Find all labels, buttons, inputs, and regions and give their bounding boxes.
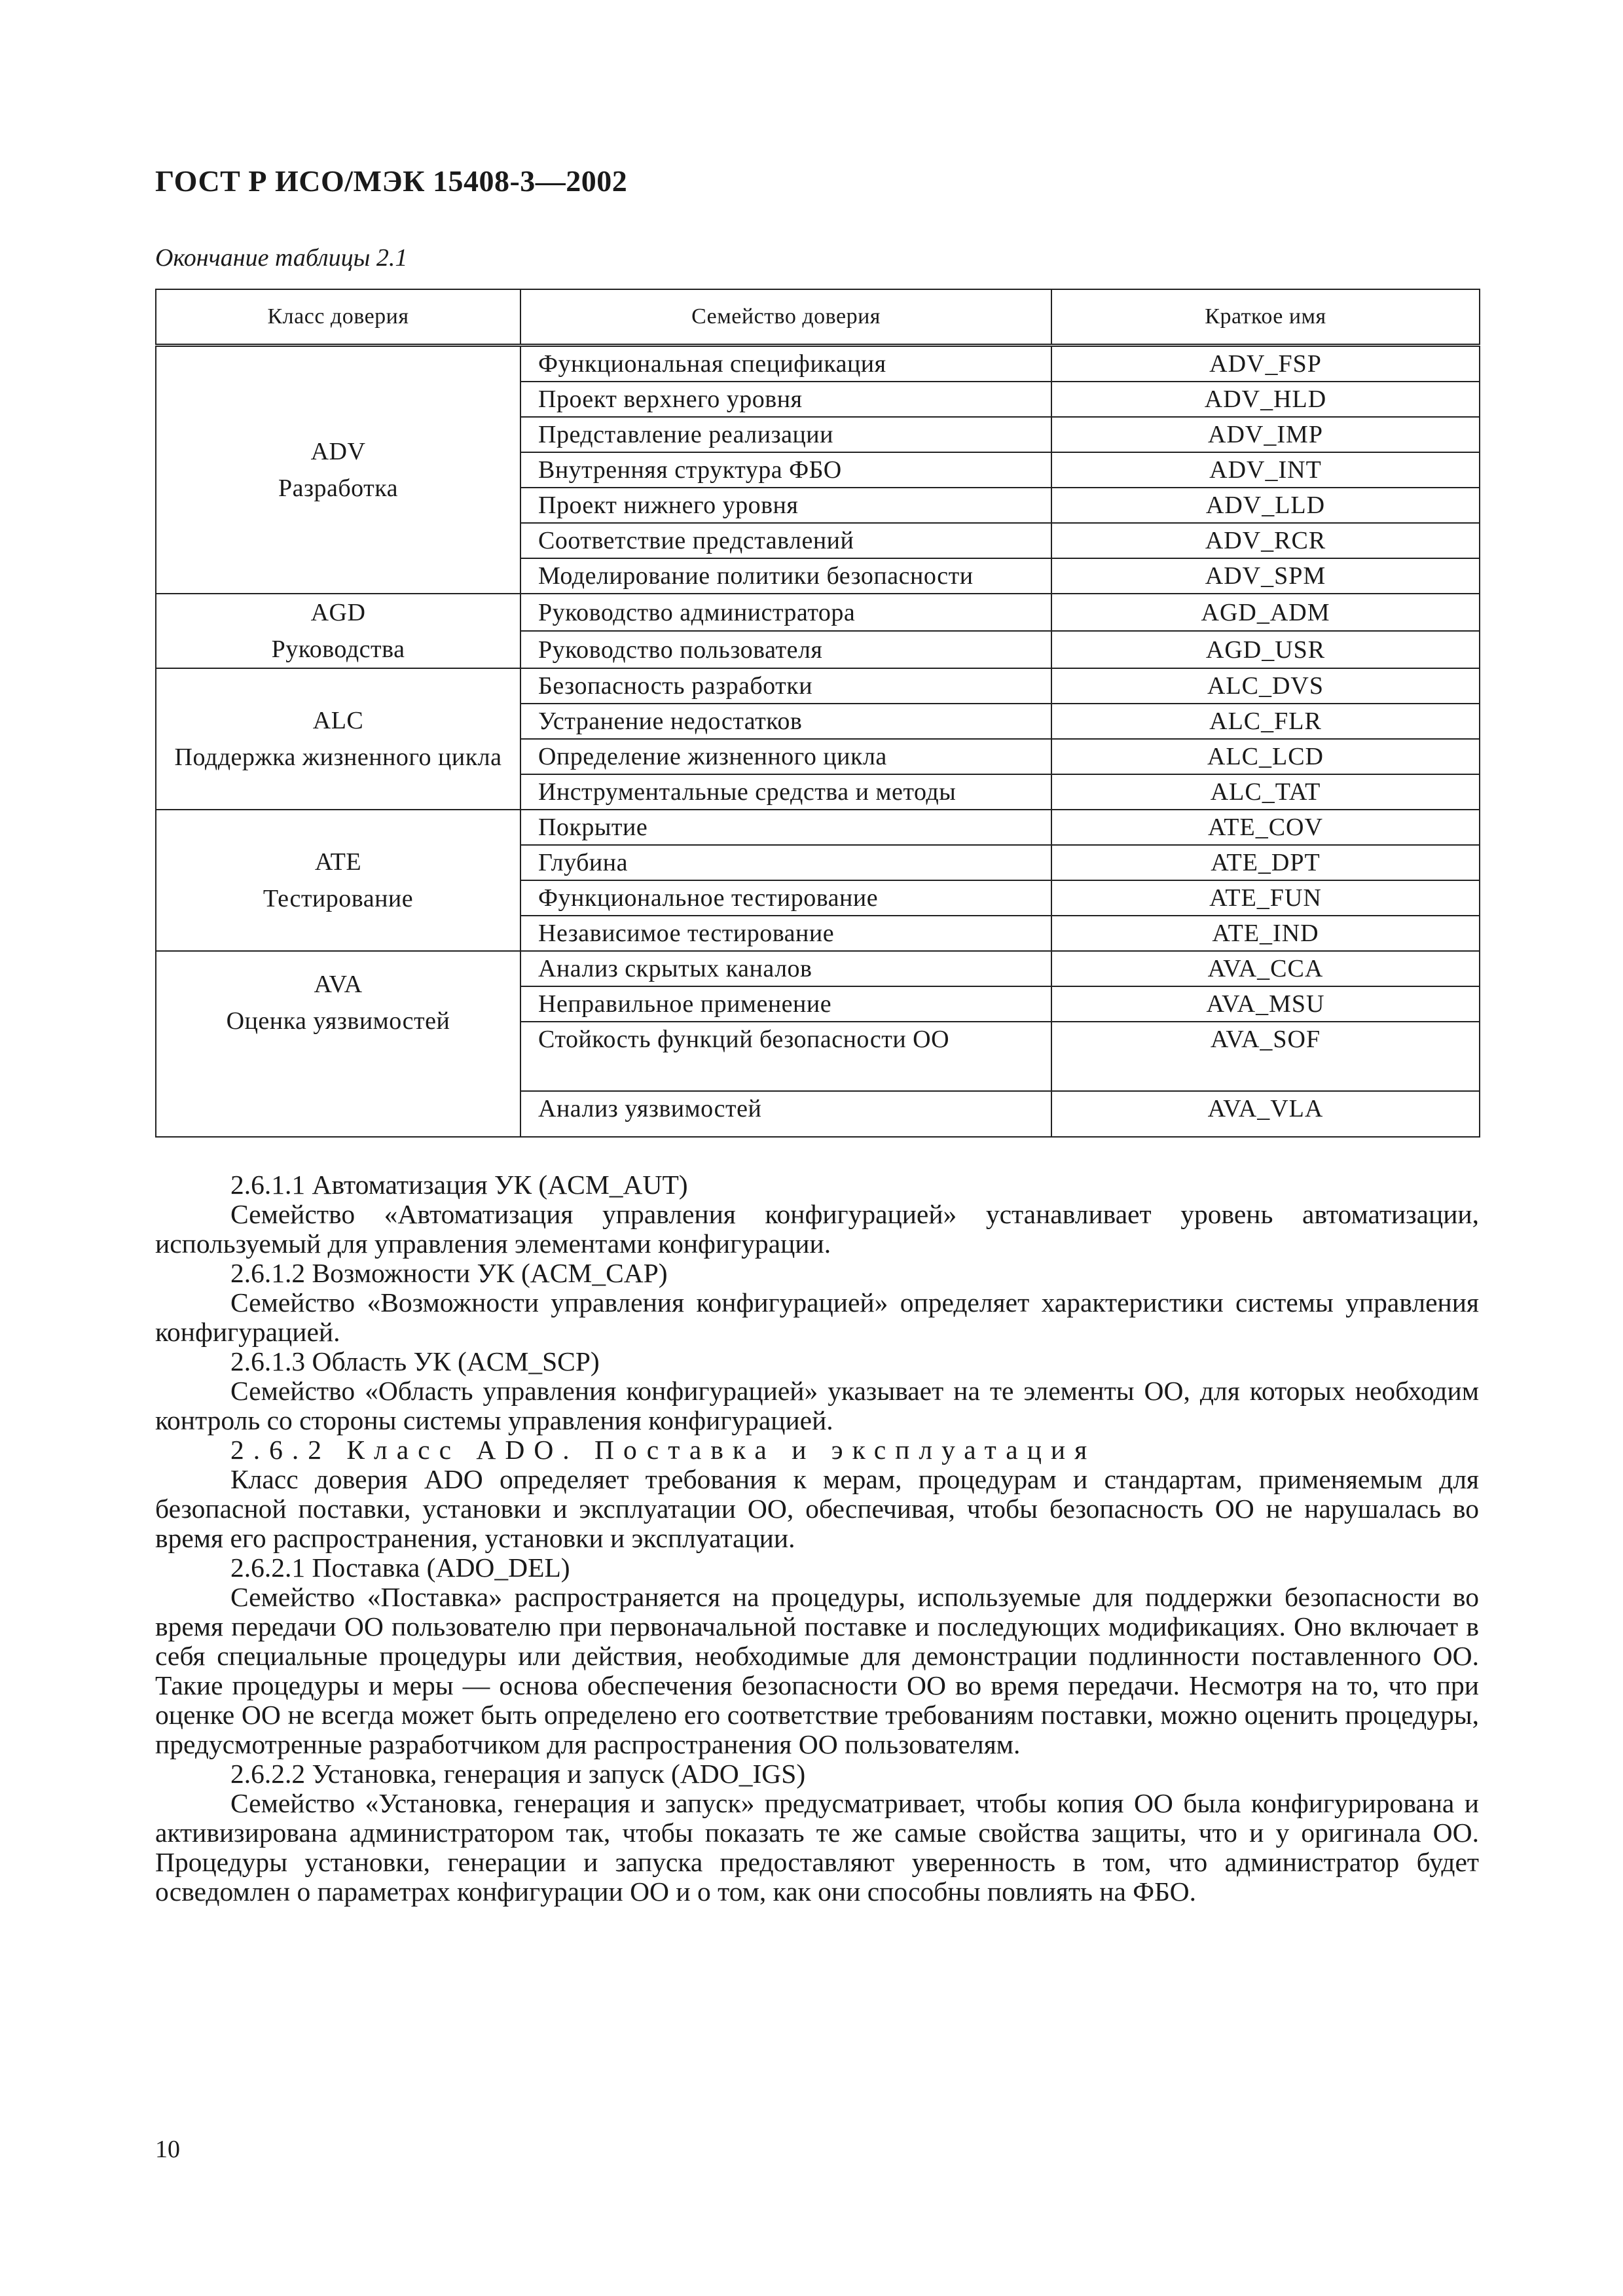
section-heading-2-6-1-2: 2.6.1.2 Возможности УК (ACM_CAP)	[230, 1258, 668, 1288]
class-code: AGD	[310, 599, 366, 626]
column-header-family: Семейство доверия	[520, 289, 1051, 346]
short-name-cell: ADV_IMP	[1051, 417, 1480, 452]
class-code: AVA	[314, 971, 363, 998]
family-cell: Проект нижнего уровня	[520, 488, 1051, 523]
section-heading-2-6-2: 2.6.2 Класс ADO. Поставка и эксплуатация	[230, 1435, 1097, 1465]
family-cell: Функциональное тестирование	[520, 880, 1051, 916]
short-name-cell: AVA_MSU	[1051, 986, 1480, 1022]
class-name: Разработка	[278, 475, 399, 502]
table-row	[156, 810, 1480, 845]
short-name-cell: ADV_SPM	[1051, 558, 1480, 594]
family-cell: Руководство пользователя	[520, 631, 1051, 668]
table-caption: Окончание таблицы 2.1	[155, 244, 408, 272]
page-number: 10	[155, 2136, 180, 2163]
short-name-cell: ALC_DVS	[1051, 668, 1480, 704]
column-header-class: Класс доверия	[156, 289, 520, 346]
family-cell: Неправильное применение	[520, 986, 1051, 1022]
family-cell: Анализ уязвимостей	[520, 1091, 1051, 1137]
table-row	[156, 346, 1480, 382]
family-cell: Моделирование политики безопасности	[520, 558, 1051, 594]
family-cell: Внутренняя структура ФБО	[520, 452, 1051, 488]
family-cell: Определение жизненного цикла	[520, 739, 1051, 774]
short-name-cell: ADV_RCR	[1051, 523, 1480, 558]
paragraph-2-6-1-3: Семейство «Область управления конфигурацией» указывает на те элементы ОО, для которых необходим контроль со стороны системы управления конфигурацией.	[155, 1376, 1479, 1435]
paragraph-2-6-1-2: Семейство «Возможности управления конфигурацией» определяет характеристики системы управления конфигурацией.	[155, 1287, 1479, 1347]
family-cell: Проект верхнего уровня	[520, 382, 1051, 417]
assurance-table	[155, 289, 1480, 1138]
short-name-cell: AGD_ADM	[1051, 594, 1480, 631]
short-name-cell: ADV_LLD	[1051, 488, 1480, 523]
family-cell: Руководство администратора	[520, 594, 1051, 631]
paragraph-2-6-2-1: Семейство «Поставка» распространяется на процедуры, используемые для поддержки безопасности во время передачи ОО пользователю при первоначальной поставке и последующих модификациях. Оно включает в себя специальные процедуры или действия, необходимые для демонстрации подлинности поставленного ОО. Такие процедуры и меры — основа обеспечения безопасности ОО во время передачи. Несмотря на то, что при оценке ОО не всегда может быть определено его соответствие требованиям поставки, можно оценить процедуры, предусмотренные разработчиком для распространения ОО пользователям.	[155, 1582, 1479, 1759]
short-name-cell: ATE_IND	[1051, 916, 1480, 951]
short-name-cell: ATE_COV	[1051, 810, 1480, 845]
class-cell-adv	[156, 346, 520, 594]
family-cell: Анализ скрытых каналов	[520, 951, 1051, 986]
class-name: Оценка уязвимостей	[226, 1007, 450, 1035]
column-header-short-name: Краткое имя	[1051, 289, 1480, 346]
class-code: ALC	[312, 707, 364, 734]
paragraph-2-6-2: Класс доверия ADO определяет требования к мерам, процедурам и стандартам, применяемым для безопасной поставки, установки и эксплуатации ОО, обеспечивая, чтобы безопасность ОО не нарушалась во время его распространения, установки и эксплуатации.	[155, 1464, 1479, 1553]
class-name: Поддержка жизненного цикла	[174, 744, 502, 771]
section-heading-2-6-2-1: 2.6.2.1 Поставка (ADO_DEL)	[230, 1552, 570, 1583]
short-name-cell: AGD_USR	[1051, 631, 1480, 668]
table-row	[156, 951, 1480, 986]
family-cell: Стойкость функций безопасности ОО	[520, 1022, 1051, 1091]
short-name-cell: ADV_FSP	[1051, 346, 1480, 382]
class-code: ADV	[310, 438, 366, 465]
body-text	[155, 1170, 1479, 1907]
family-cell: Устранение недостатков	[520, 704, 1051, 739]
short-name-cell: AVA_CCA	[1051, 951, 1480, 986]
family-cell: Безопасность разработки	[520, 668, 1051, 704]
short-name-cell: AVA_VLA	[1051, 1091, 1480, 1137]
paragraph-2-6-2-2: Семейство «Установка, генерация и запуск» предусматривает, чтобы копия ОО была конфигурирована и активизирована администратором так, чтобы показать те же самые свойства защиты, что и у оригинала ОО. Процедуры установки, генерации и запуска предоставляют уверенность в том, что администратор будет осведомлен о параметрах конфигурации ОО и о том, как они способны повлиять на ФБО.	[155, 1788, 1479, 1907]
short-name-cell: ATE_FUN	[1051, 880, 1480, 916]
family-cell: Соответствие представлений	[520, 523, 1051, 558]
family-cell: Глубина	[520, 845, 1051, 880]
family-cell: Независимое тестирование	[520, 916, 1051, 951]
table-row	[156, 668, 1480, 704]
short-name-cell: ALC_FLR	[1051, 704, 1480, 739]
class-name: Руководства	[271, 636, 405, 663]
short-name-cell: ADV_INT	[1051, 452, 1480, 488]
class-cell-ate	[156, 810, 520, 951]
short-name-cell: ADV_HLD	[1051, 382, 1480, 417]
short-name-cell: ATE_DPT	[1051, 845, 1480, 880]
class-cell-agd	[156, 594, 520, 668]
family-cell: Функциональная спецификация	[520, 346, 1051, 382]
class-cell-ava	[156, 951, 520, 1137]
section-heading-2-6-1-1: 2.6.1.1 Автоматизация УК (ACM_AUT)	[230, 1170, 688, 1200]
table-row	[156, 594, 1480, 631]
class-cell-alc	[156, 668, 520, 810]
short-name-cell: AVA_SOF	[1051, 1022, 1480, 1091]
paragraph-2-6-1-1: Семейство «Автоматизация управления конфигурацией» устанавливает уровень автоматизации, используемый для управления элементами конфигурации.	[155, 1199, 1479, 1259]
section-heading-2-6-1-3: 2.6.1.3 Область УК (ACM_SCP)	[230, 1346, 600, 1376]
class-code: ATE	[314, 848, 362, 876]
family-cell: Представление реализации	[520, 417, 1051, 452]
class-name: Тестирование	[263, 885, 414, 912]
section-heading-2-6-2-2: 2.6.2.2 Установка, генерация и запуск (ADO_IGS)	[230, 1759, 806, 1789]
family-cell: Инструментальные средства и методы	[520, 774, 1051, 810]
short-name-cell: ALC_TAT	[1051, 774, 1480, 810]
table-header-row	[156, 289, 1480, 346]
family-cell: Покрытие	[520, 810, 1051, 845]
short-name-cell: ALC_LCD	[1051, 739, 1480, 774]
document-standard-title: ГОСТ Р ИСО/МЭК 15408-3—2002	[155, 164, 628, 198]
